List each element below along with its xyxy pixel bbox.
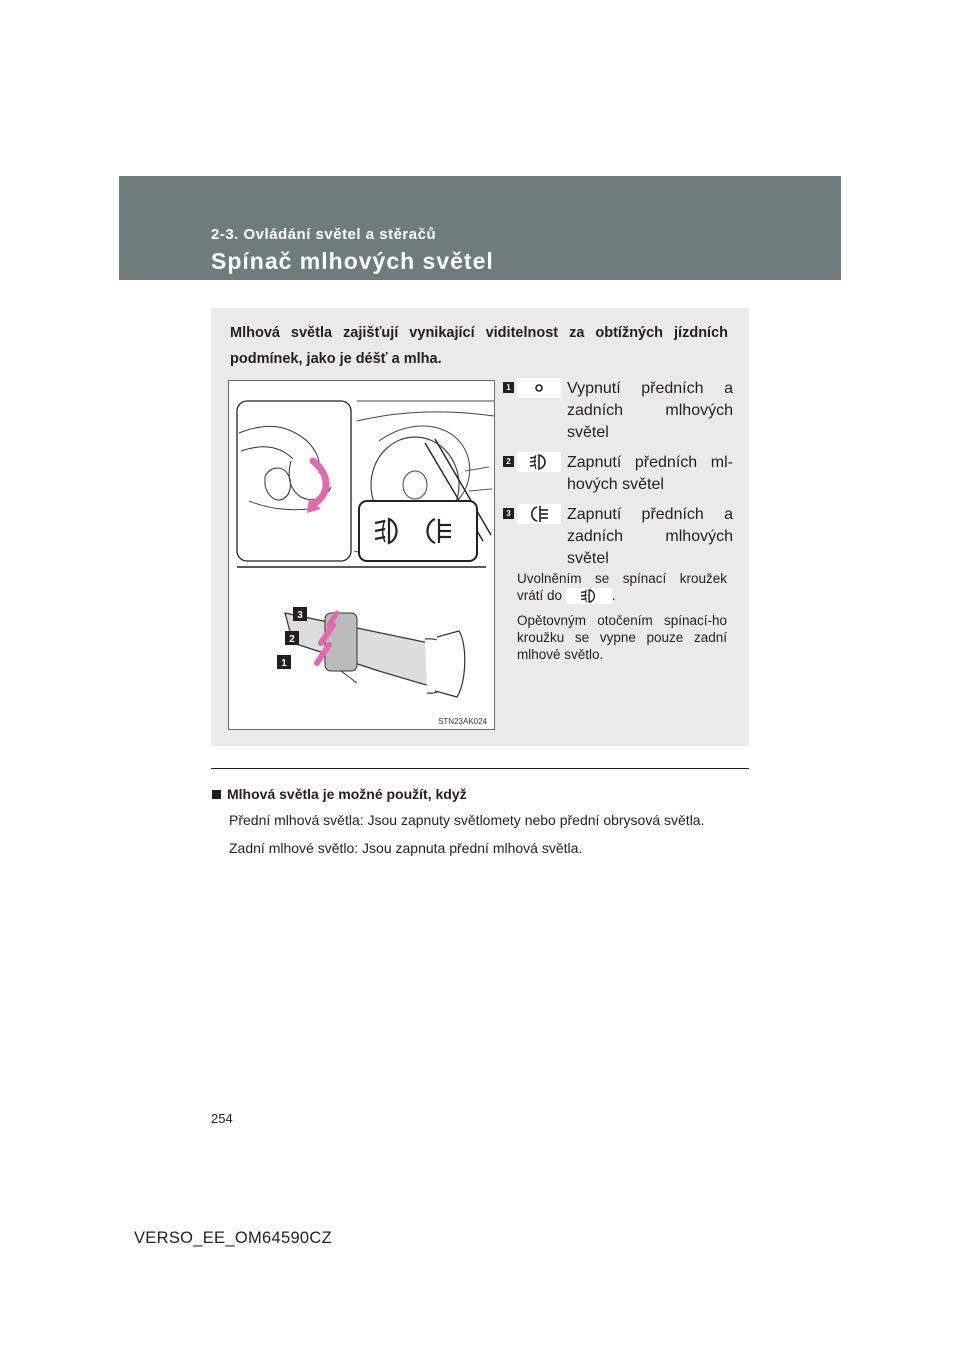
figure-callout-1-label: 1 bbox=[281, 658, 287, 669]
square-bullet-icon bbox=[212, 790, 221, 799]
legend-number: 3 bbox=[503, 508, 514, 519]
legend-item-front bbox=[503, 452, 733, 496]
note-turn-again: Opětovným otočením spínací-ho kroužku se vypne pouze zadní mlhové světlo. bbox=[517, 613, 727, 663]
illustration-drawing bbox=[229, 381, 494, 729]
figure-callout-3-label: 3 bbox=[297, 610, 303, 621]
notes bbox=[517, 570, 727, 671]
usage-heading-text: Mlhová světla je možné použít, když bbox=[227, 786, 467, 802]
intro-text: Mlhová světla zajišťují vynikající viditelnost za obtížných jízdních podmínek, jako je déšť a mlha. bbox=[230, 325, 728, 367]
info-panel bbox=[211, 308, 749, 746]
usage-info bbox=[212, 786, 752, 868]
legend-item-off bbox=[503, 378, 733, 444]
header-band bbox=[119, 176, 841, 280]
usage-heading bbox=[212, 786, 752, 802]
front-fog-icon bbox=[566, 588, 612, 604]
legend-text: Zapnutí předních ml-hových světel bbox=[567, 454, 733, 493]
legend-number: 1 bbox=[503, 382, 514, 393]
figure-callout-2-label: 2 bbox=[289, 634, 295, 645]
fog-switch-illustration bbox=[228, 380, 495, 730]
legend-text: Zapnutí předních a zadních mlhových světel bbox=[567, 506, 733, 567]
page-number: 254 bbox=[211, 1111, 233, 1126]
page-title: Spínač mlhových světel bbox=[211, 248, 494, 274]
note-text: Uvolněním se spínací kroužek vrátí do bbox=[517, 571, 727, 603]
legend-item-rear bbox=[503, 504, 733, 570]
document-code: VERSO_EE_OM64590CZ bbox=[134, 1229, 332, 1247]
section-label: 2-3. Ovládání světel a stěračů bbox=[211, 226, 437, 243]
legend-text: Vypnutí předních a zadních mlhových světel bbox=[567, 380, 733, 441]
front-fog-icon bbox=[517, 452, 561, 472]
legend-number: 2 bbox=[503, 456, 514, 467]
note-text-end: . bbox=[611, 588, 616, 603]
rear-fog-icon bbox=[517, 504, 561, 524]
note-release bbox=[517, 570, 727, 604]
usage-line-front: Přední mlhová světla: Jsou zapnuty světlomety nebo přední obrysová světla. bbox=[229, 812, 705, 828]
usage-line-rear: Zadní mlhové světlo: Jsou zapnuta přední mlhová světla. bbox=[229, 840, 583, 856]
divider bbox=[211, 768, 749, 769]
figure-code: STN23AK024 bbox=[438, 717, 487, 726]
legend-list bbox=[503, 378, 733, 578]
off-circle-icon bbox=[517, 378, 561, 398]
